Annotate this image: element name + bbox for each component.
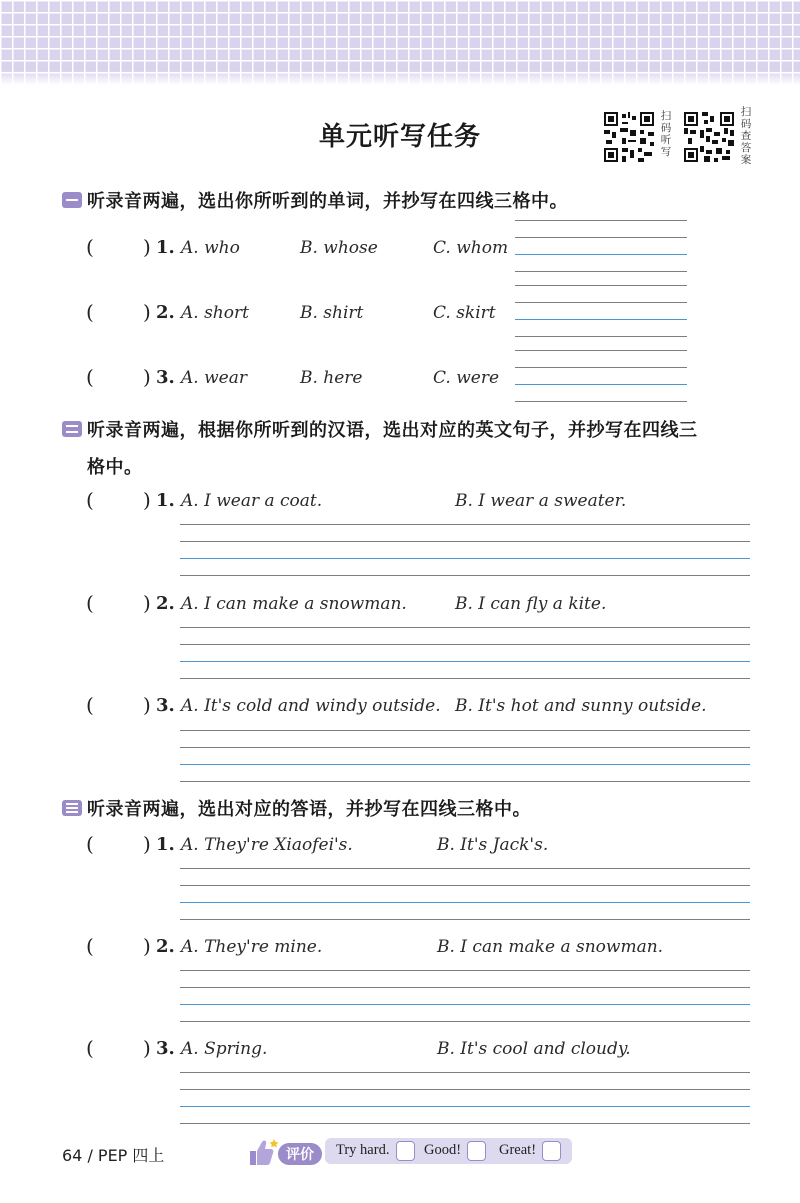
page-number: 64 / PEP 四上: [62, 1146, 165, 1165]
qr-code-listen[interactable]: [602, 110, 656, 164]
four-line-writing-area[interactable]: [515, 285, 687, 337]
option-a: A. short: [181, 303, 249, 323]
four-line-writing-area[interactable]: [180, 970, 750, 1022]
page-title: 单元听写任务: [318, 122, 481, 152]
answer-paren-close: ): [143, 365, 151, 389]
section-2-badge-icon: [62, 421, 82, 437]
question-number: 2.: [156, 593, 175, 614]
evaluation-label: 评价: [286, 1147, 314, 1163]
answer-paren-open[interactable]: (: [86, 300, 94, 324]
answer-paren-close: ): [143, 1036, 151, 1060]
option-a: A. Spring.: [181, 1039, 268, 1059]
option-a: A. It's cold and windy outside.: [181, 696, 441, 716]
answer-paren-close: ): [143, 832, 151, 856]
answer-paren-open[interactable]: (: [86, 365, 94, 389]
answer-paren-close: ): [143, 300, 151, 324]
option-b: B. It's cool and cloudy.: [437, 1039, 631, 1059]
evaluation-badge: [248, 1137, 326, 1171]
option-b: B. It's Jack's.: [437, 835, 549, 855]
answer-paren-open[interactable]: (: [86, 488, 94, 512]
section-1-instruction: 听录音两遍，选出你所听到的单词，并抄写在四线三格中。: [87, 191, 568, 212]
question-number: 3.: [156, 367, 175, 388]
answer-paren-open[interactable]: (: [86, 934, 94, 958]
banner-fade: [0, 70, 800, 85]
question-number: 1.: [156, 237, 175, 258]
option-c: C. whom: [433, 238, 509, 258]
question-number: 1.: [156, 490, 175, 511]
option-a: A. wear: [181, 368, 247, 388]
section-1-badge-icon: [62, 192, 82, 208]
answer-paren-open[interactable]: (: [86, 591, 94, 615]
great-label: Great!: [499, 1142, 537, 1158]
section-2-instruction-line2: 格中。: [87, 457, 143, 478]
good-label: Good!: [424, 1142, 462, 1158]
option-c: C. were: [433, 368, 500, 388]
option-b: B. I wear a sweater.: [455, 491, 627, 511]
four-line-writing-area[interactable]: [180, 868, 750, 920]
four-line-writing-area[interactable]: [180, 627, 750, 679]
option-b: B. shirt: [300, 303, 364, 323]
four-line-writing-area[interactable]: [515, 220, 687, 272]
qr-code-answers[interactable]: [682, 110, 736, 164]
great-checkbox[interactable]: [542, 1141, 561, 1161]
qr-label-listen: 扫码听写: [660, 110, 672, 158]
option-b: B. here: [300, 368, 363, 388]
question-number: 3.: [156, 1038, 175, 1059]
qr-label-answers: 扫码查答案: [740, 106, 752, 166]
answer-paren-open[interactable]: (: [86, 832, 94, 856]
answer-paren-close: ): [143, 488, 151, 512]
option-a: A. I can make a snowman.: [181, 594, 407, 614]
question-number: 1.: [156, 834, 175, 855]
question-number: 2.: [156, 302, 175, 323]
option-a: A. They're mine.: [181, 937, 323, 957]
question-number: 3.: [156, 695, 175, 716]
option-b: B. It's hot and sunny outside.: [455, 696, 707, 716]
question-number: 2.: [156, 936, 175, 957]
four-line-writing-area[interactable]: [180, 524, 750, 576]
answer-paren-open[interactable]: (: [86, 693, 94, 717]
four-line-writing-area[interactable]: [515, 350, 687, 402]
answer-paren-close: ): [143, 693, 151, 717]
option-a: A. I wear a coat.: [181, 491, 323, 511]
section-3-instruction: 听录音两遍，选出对应的答语，并抄写在四线三格中。: [87, 799, 531, 820]
option-b: B. I can fly a kite.: [455, 594, 607, 614]
section-3-badge-icon: [62, 800, 82, 816]
option-a: A. who: [181, 238, 240, 258]
four-line-writing-area[interactable]: [180, 730, 750, 782]
option-c: C. skirt: [433, 303, 496, 323]
good-checkbox[interactable]: [467, 1141, 486, 1161]
section-2-instruction-line1: 听录音两遍，根据你所听到的汉语，选出对应的英文句子，并抄写在四线三: [87, 420, 698, 441]
answer-paren-open[interactable]: (: [86, 1036, 94, 1060]
option-b: B. I can make a snowman.: [437, 937, 664, 957]
answer-paren-close: ): [143, 591, 151, 615]
answer-paren-close: ): [143, 235, 151, 259]
four-line-writing-area[interactable]: [180, 1072, 750, 1124]
option-a: A. They're Xiaofei's.: [181, 835, 353, 855]
try-hard-checkbox[interactable]: [396, 1141, 415, 1161]
option-b: B. whose: [300, 238, 378, 258]
try-hard-label: Try hard.: [336, 1142, 390, 1158]
answer-paren-close: ): [143, 934, 151, 958]
answer-paren-open[interactable]: (: [86, 235, 94, 259]
